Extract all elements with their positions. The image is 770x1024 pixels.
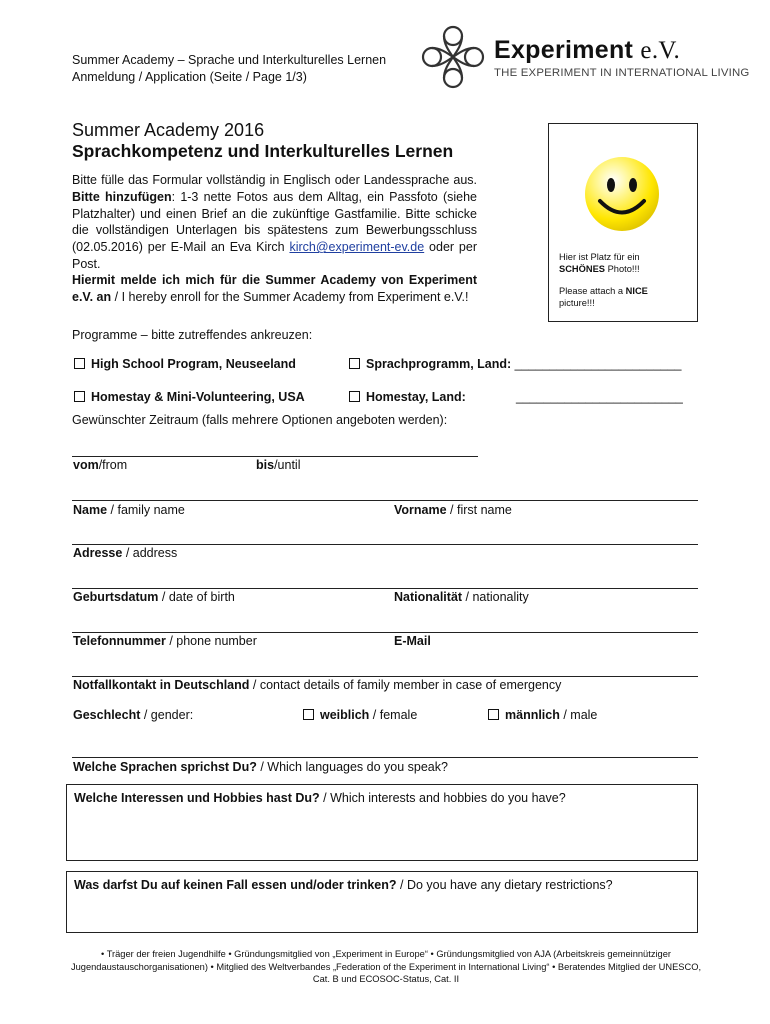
checkbox-male[interactable]: [488, 709, 499, 720]
brand-name: [494, 36, 680, 65]
dob-line[interactable]: [72, 588, 698, 589]
photo-line1: Hier ist Platz für ein: [559, 252, 640, 262]
hobbies-bold: Welche Interessen und Hobbies hast Du?: [74, 791, 320, 805]
checkbox-female[interactable]: [303, 709, 314, 720]
email-label: [394, 634, 431, 648]
until-label: [256, 458, 300, 472]
address-line[interactable]: [72, 544, 698, 545]
emergency-line[interactable]: [72, 676, 698, 677]
nat-rest: / nationality: [462, 590, 529, 604]
email-bold: E-Mail: [394, 634, 431, 648]
first-rest: / first name: [446, 503, 512, 517]
option-language-label: Sprachprogramm, Land:: [366, 357, 512, 371]
first-bold: Vorname: [394, 503, 447, 517]
phone-rest: / phone number: [165, 634, 257, 648]
gender-bold: Geschlecht: [73, 708, 141, 722]
checkbox-language-program[interactable]: [349, 358, 360, 369]
brand-suffix: e.V.: [640, 37, 681, 64]
until-rest: /until: [274, 458, 301, 472]
female-rest: / female: [369, 708, 418, 722]
male-bold: männlich: [505, 708, 560, 722]
period-line[interactable]: [72, 456, 478, 457]
page-subtitle: Sprachkompetenz und Interkulturelles Lernen: [72, 141, 454, 161]
lang-rest: / Which languages do you speak?: [256, 760, 448, 774]
option-high-school-label: High School Program, Neuseeland: [91, 357, 296, 371]
checkbox-homestay-usa[interactable]: [74, 391, 85, 402]
emergency-label: [73, 678, 561, 692]
diet-rest: / Do you have any dietary restrictions?: [396, 878, 613, 892]
header-page-info: Anmeldung / Application (Seite / Page 1/3): [72, 70, 307, 84]
phone-line[interactable]: [72, 632, 698, 633]
name-line[interactable]: [72, 500, 698, 501]
option-homestay-usa-label: Homestay & Mini-Volunteering, USA: [91, 390, 305, 404]
footer-note: [66, 948, 706, 986]
checkbox-homestay-country[interactable]: [349, 391, 360, 402]
hobbies-rest: / Which interests and hobbies do you have?: [319, 791, 566, 805]
option-homestay-country[interactable]: [349, 390, 466, 404]
dob-rest: / date of birth: [158, 590, 235, 604]
smiley-icon: [582, 154, 662, 234]
photo-line3-bold: NICE: [625, 286, 648, 296]
hobbies-label: [74, 791, 566, 805]
name-bold: Name: [73, 503, 108, 517]
diet-bold: Was darfst Du auf keinen Fall essen und/oder trinken?: [74, 878, 397, 892]
checkbox-high-school[interactable]: [74, 358, 85, 369]
homestay-country-blank[interactable]: ________________________: [516, 390, 683, 404]
option-homestay-country-label: Homestay, Land:: [366, 390, 466, 404]
intro-text-1: Bitte fülle das Formular vollständig in Englisch oder Landessprache aus.: [72, 173, 477, 187]
footer-line-3: Cat. B und ECOSOC-Status, Cat. II: [312, 974, 460, 984]
footer-line-2: Jugendaustauschorganisationen) • Mitglied des Weltverbandes „Federation of the Experiment in International Living“ • Beratendes Mitglied der UNESCO,: [70, 961, 702, 972]
option-female[interactable]: [303, 708, 417, 722]
address-bold: Adresse: [73, 546, 123, 560]
period-prompt: Gewünschter Zeitraum (falls mehrere Optionen angeboten werden):: [72, 413, 448, 427]
enroll-statement: [72, 272, 477, 306]
languages-label: [73, 760, 448, 774]
emergency-bold: Notfallkontakt in Deutschland: [73, 678, 250, 692]
from-bold: vom: [73, 458, 99, 472]
intro-text-3: oder per Post.: [72, 240, 477, 271]
name-rest: / family name: [107, 503, 185, 517]
dob-label: [73, 590, 235, 604]
photo-line2-bold: SCHÖNES: [559, 264, 605, 274]
until-bold: bis: [256, 458, 275, 472]
nationality-label: [394, 590, 529, 604]
female-bold: weiblich: [320, 708, 370, 722]
option-language-program[interactable]: [349, 357, 682, 371]
brand-word: Experiment: [494, 36, 634, 64]
photo-placeholder[interactable]: [548, 123, 698, 322]
male-rest: / male: [559, 708, 598, 722]
nat-bold: Nationalität: [394, 590, 463, 604]
intro-text-2: : 1-3 nette Fotos aus dem Alltag, ein Passfoto (siehe Platzhalter) und einen Brief an die zukünftige Gastfamilie. Bitte schicke die vollständigen Unterlagen bis spätestens zum Bewerbungsschluss (02.05.2016) per E-Mail an Eva Kirch: [72, 189, 477, 255]
photo-line3: Please attach a: [559, 286, 626, 296]
email-link[interactable]: kirch@experiment-ev.de: [289, 240, 425, 255]
intro-bold: Bitte hinzufügen: [72, 189, 172, 204]
header-subtitle: Summer Academy – Sprache und Interkulturelles Lernen: [72, 53, 387, 67]
gender-label: [73, 708, 193, 722]
option-homestay-usa[interactable]: [74, 390, 305, 404]
photo-note-de: [559, 251, 640, 275]
language-country-blank[interactable]: ________________________: [514, 357, 682, 371]
dietary-field[interactable]: [66, 871, 698, 933]
photo-line2-rest: Photo!!!: [604, 264, 640, 274]
phone-label: [73, 634, 257, 648]
enroll-bold: Hiermit melde ich mich für die Summer Academy von Experiment e.V. an: [72, 273, 477, 304]
dob-bold: Geburtsdatum: [73, 590, 159, 604]
emergency-rest: / contact details of family member in case of emergency: [249, 678, 562, 692]
page-title: Summer Academy 2016: [72, 120, 265, 140]
address-rest: / address: [122, 546, 178, 560]
lang-bold: Welche Sprachen sprichst Du?: [73, 760, 257, 774]
photo-note-en: [559, 285, 648, 309]
enroll-rest: / I hereby enroll for the Summer Academy from Experiment e.V.!: [111, 289, 469, 304]
footer-line-1: • Träger der freien Jugendhilfe • Gründungsmitglied von „Experiment in Europe“ • Gründungsmitglied von AJA (Arbeitskreis gemeinnütziger: [101, 949, 671, 959]
brand-tagline: THE EXPERIMENT IN INTERNATIONAL LIVING: [494, 67, 750, 79]
dietary-label: [74, 878, 613, 892]
option-high-school[interactable]: [74, 357, 296, 371]
family-name-label: [73, 503, 185, 517]
programme-prompt: Programme – bitte zutreffendes ankreuzen:: [72, 328, 313, 342]
languages-line[interactable]: [72, 757, 698, 758]
address-label: [73, 546, 177, 560]
from-label: [73, 458, 127, 472]
phone-bold: Telefonnummer: [73, 634, 166, 648]
gender-rest: / gender:: [140, 708, 194, 722]
hobbies-field[interactable]: [66, 784, 698, 861]
from-rest: /from: [98, 458, 128, 472]
first-name-label: [394, 503, 512, 517]
option-male[interactable]: [488, 708, 597, 722]
knot-logo-icon: [418, 22, 488, 92]
intro-paragraph: [72, 172, 477, 273]
photo-line4: picture!!!: [559, 298, 595, 308]
